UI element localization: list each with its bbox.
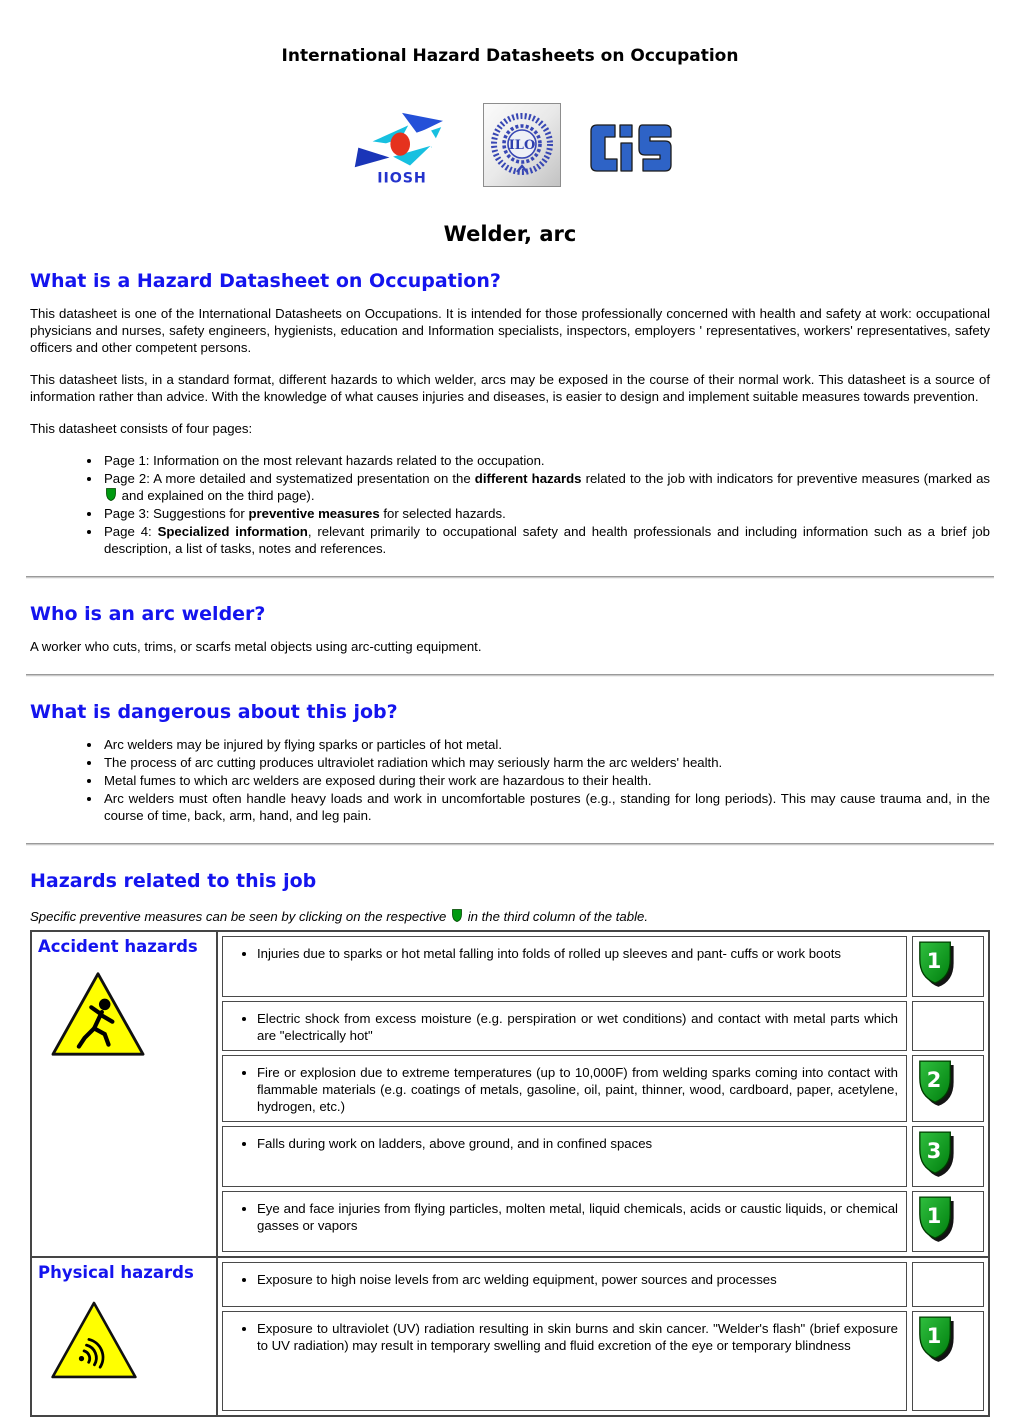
green-shield-icon — [105, 488, 117, 502]
list-item: • Page 3: Suggestions for preventive measures for selected hazards. — [102, 505, 990, 522]
list-item: • Metal fumes to which arc welders are exposed during their work are hazardous to their health. — [102, 772, 990, 789]
hazard-row — [222, 936, 984, 997]
hazard-description: • Injuries due to sparks or hot metal falling into folds of rolled up sleeves and pant- cuffs or work boots — [257, 945, 898, 962]
hazard-row — [222, 1191, 984, 1252]
preventive-measure-cell — [912, 1055, 984, 1122]
section-divider — [26, 843, 994, 846]
hazard-description-cell — [222, 1262, 907, 1307]
list-item: • Page 2: A more detailed and systematized presentation on the different hazards related to the job with indicators for preventive measures (marked as and explained on the third page). — [102, 470, 990, 504]
section-divider — [26, 576, 994, 579]
hazard-description-cell — [222, 1001, 907, 1051]
hazard-description-cell — [222, 1311, 907, 1411]
preventive-measure-shield-icon — [916, 1315, 956, 1365]
paragraph: A worker who cuts, trims, or scarfs metal objects using arc-cutting equipment. — [30, 639, 482, 654]
hazard-category-label: Physical hazards — [38, 1263, 194, 1282]
list-item: • Page 4: Specialized information, relevant primarily to occupational safety and health professionals and including information such as a brief job description, a list of tasks, notes and references. — [102, 523, 990, 557]
hazard-row — [222, 1001, 984, 1051]
svg-text:1: 1 — [926, 948, 942, 973]
bold-text: different hazards — [474, 471, 582, 486]
preventive-measure-cell — [912, 1311, 984, 1411]
hazard-rows — [218, 932, 988, 1256]
page-title: International Hazard Datasheets on Occupation — [281, 46, 739, 66]
hazard-group-row — [32, 932, 988, 1256]
preventive-measure-shield-icon — [916, 940, 956, 990]
hazard-description: • Falls during work on ladders, above ground, and in confined spaces — [257, 1135, 898, 1152]
preventive-measure-badge[interactable] — [916, 1195, 956, 1248]
preventive-measure-cell — [912, 1126, 984, 1187]
list-item: • Page 1: Information on the most relevant hazards related to the occupation. — [102, 452, 990, 469]
hazard-description: • Exposure to high noise levels from arc welding equipment, power sources and processes — [257, 1271, 898, 1288]
svg-text:3: 3 — [926, 1138, 942, 1163]
section-divider — [26, 674, 994, 677]
occupation-title: Welder, arc — [443, 222, 577, 246]
list-item: • Arc welders must often handle heavy loads and work in uncomfortable postures (e.g., standing for long periods). This may cause trauma and, in the course of time, back, arm, hand, and leg pain. — [102, 790, 990, 824]
hazard-description-cell — [222, 936, 907, 997]
preventive-measure-cell — [912, 1262, 984, 1307]
hazard-category-cell — [32, 1258, 218, 1415]
hazard-category-label: Accident hazards — [38, 937, 198, 956]
logo-row — [30, 102, 990, 188]
svg-text:ILO: ILO — [508, 138, 536, 153]
svg-text:1: 1 — [926, 1203, 942, 1228]
hazard-rows — [218, 1258, 988, 1415]
preventive-measure-cell — [912, 1191, 984, 1252]
ilo-logo-icon — [483, 103, 561, 187]
list-item: • The process of arc cutting produces ultraviolet radiation which may seriously harm the arc welders' health. — [102, 754, 990, 771]
green-shield-icon — [451, 909, 463, 923]
section-heading-who: Who is an arc welder? — [30, 603, 266, 625]
noise-warning-triangle-icon — [50, 1295, 138, 1385]
bold-text: Specialized information — [157, 524, 308, 539]
hazard-row — [222, 1055, 984, 1122]
paragraph: This datasheet is one of the International Datasheets on Occupations. It is intended for those professionally concerned with health and safety at work: occupational physicians and nurses, safety engineers, hygienists, education and Information specialists, inspectors, employers ' representatives, workers' representatives, safety officers and other competent persons. — [30, 306, 990, 355]
hazard-row — [222, 1311, 984, 1411]
preventive-measure-badge[interactable] — [916, 940, 956, 993]
hazard-description-cell — [222, 1055, 907, 1122]
iiosh-logo-icon — [347, 104, 457, 186]
hazard-category-cell — [32, 932, 218, 1256]
hazard-description: • Fire or explosion due to extreme temperatures (up to 10,000F) from welding sparks coming into contact with flammable materials (e.g. coatings of metals, gasoline, oil, paint, thinner, wood, cardboard, paper, acetylene, hydrogen, etc.) — [257, 1064, 898, 1115]
preventive-measure-shield-icon — [916, 1130, 956, 1180]
cis-logo-icon — [587, 112, 673, 178]
slip-fall-warning-triangle-icon — [50, 969, 146, 1059]
svg-text:1: 1 — [926, 1323, 942, 1348]
preventive-measure-badge[interactable] — [916, 1315, 956, 1368]
paragraph: This datasheet lists, in a standard format, different hazards to which welder, arcs may be exposed in the course of their normal work. This datasheet is a source of information rather than advice. With the knowledge of what causes injuries and diseases, is easier to design and implement suitable measures towards prevention. — [30, 372, 990, 404]
bold-text: preventive measures — [248, 506, 380, 521]
svg-text:2: 2 — [926, 1067, 942, 1092]
hazard-group-row — [32, 1256, 988, 1415]
section-heading-dangerous: What is dangerous about this job? — [30, 701, 398, 723]
hazard-description-cell — [222, 1191, 907, 1252]
paragraph: This datasheet consists of four pages: — [30, 421, 253, 436]
dangers-list — [30, 736, 990, 824]
hazards-table — [30, 930, 990, 1417]
hazard-description: • Eye and face injuries from flying particles, molten metal, liquid chemicals, acids or caustic liquids, or chemical gasses or vapors — [257, 1200, 898, 1234]
preventive-measure-cell — [912, 1001, 984, 1051]
hazard-row — [222, 1262, 984, 1307]
list-item: • Arc welders may be injured by flying sparks or particles of hot metal. — [102, 736, 990, 753]
section-heading-hazards: Hazards related to this job — [30, 870, 317, 892]
hazard-row — [222, 1126, 984, 1187]
pages-list — [30, 452, 990, 557]
preventive-measure-badge[interactable] — [916, 1059, 956, 1112]
section-heading-what-is: What is a Hazard Datasheet on Occupation? — [30, 270, 501, 292]
preventive-measure-badge[interactable] — [916, 1130, 956, 1183]
hazard-description: • Exposure to ultraviolet (UV) radiation resulting in skin burns and skin cancer. "Welder's flash" (brief exposure to UV radiation) may result in temporary swelling and fluid excretion of the eye or temporary blindness — [257, 1320, 898, 1354]
svg-text:IIOSH: IIOSH — [377, 170, 427, 186]
hazard-description-cell — [222, 1126, 907, 1187]
preventive-measure-cell — [912, 936, 984, 997]
preventive-measure-shield-icon — [916, 1195, 956, 1245]
preventive-measure-shield-icon — [916, 1059, 956, 1109]
document-page — [0, 46, 1020, 1417]
hazard-description: • Electric shock from excess moisture (e.g. perspiration or wet conditions) and contact with metal parts which are "electrically hot" — [257, 1010, 898, 1044]
table-instruction-note: Specific preventive measures can be seen by clicking on the respective in the third column of the table. — [30, 909, 649, 924]
